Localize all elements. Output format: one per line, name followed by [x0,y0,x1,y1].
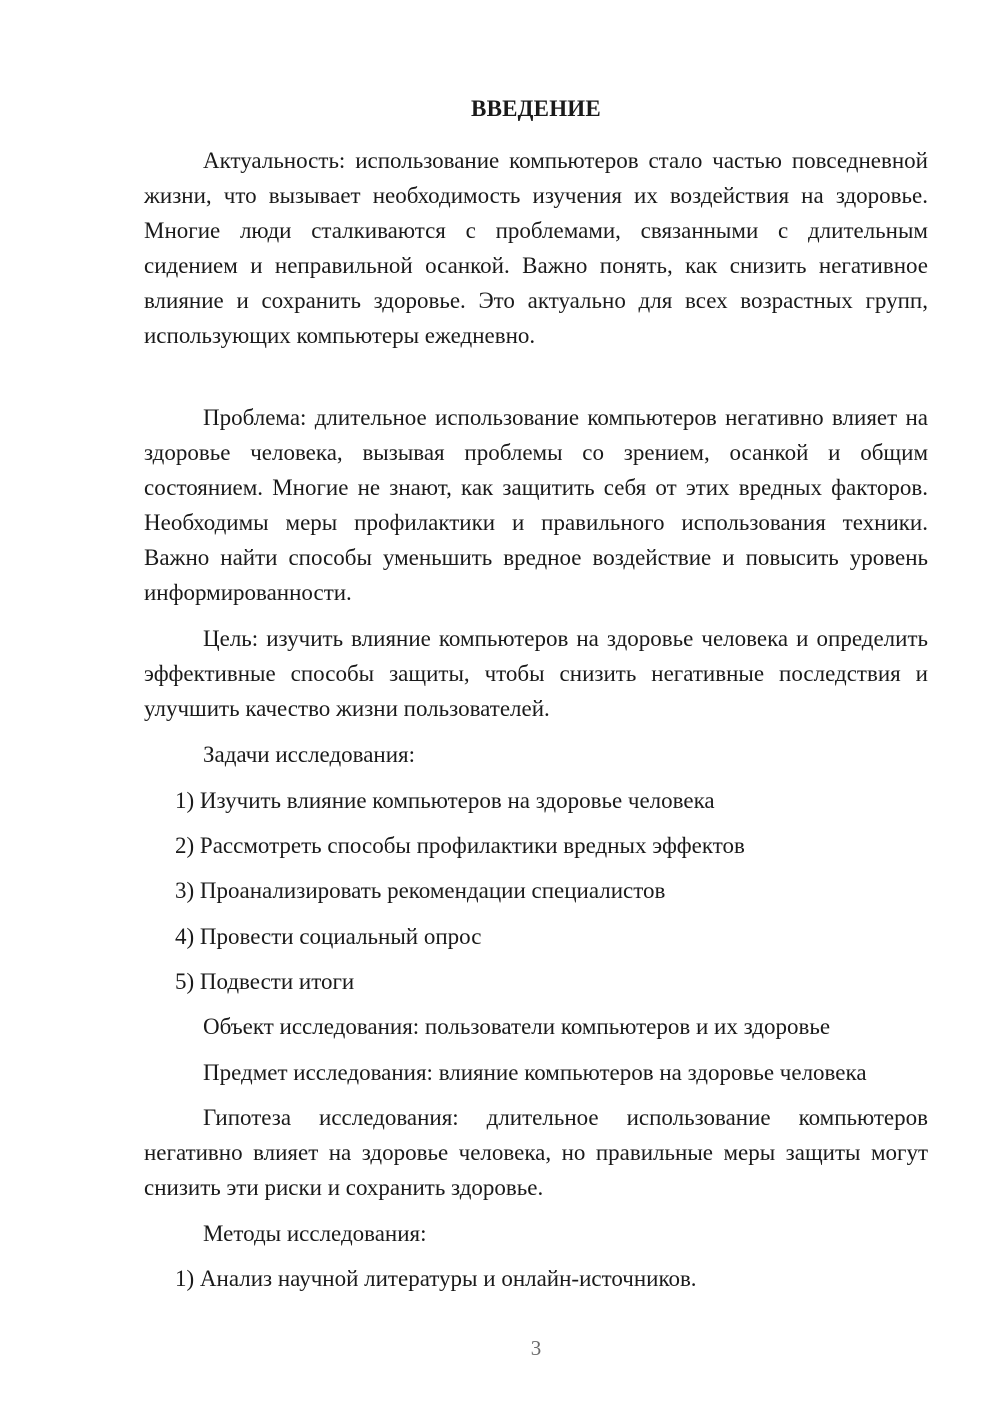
relevance-paragraph-block [144,143,928,353]
goal-paragraph-block [144,621,928,726]
page-title: ВВЕДЕНИЕ [471,96,601,121]
task-item-4-block [144,919,928,954]
research-object: Объект исследования: пользователи компьютеров и их здоровье [203,1014,831,1039]
task-item-5-block [144,964,928,999]
tasks-heading: Задачи исследования: [203,742,416,767]
subject-line-block [144,1055,928,1090]
problem-paragraph: Проблема: длительное использование компьютеров негативно влияет на здоровье человека, вызывая проблемы со зрением, осанкой и общим состоянием. Многие не знают, как защитить себя от этих вредных факторов. Необходимы меры профилактики и правильного использования техники. Важно найти способы уменьшить вредное воздействие и повысить уровень информированности. [144,405,928,605]
task-list-item: 2) Рассмотреть способы профилактики вредных эффектов [175,833,745,858]
object-line-block [144,1009,928,1044]
task-item-3-block [144,873,928,908]
task-list-item: 1) Изучить влияние компьютеров на здоровье человека [175,788,715,813]
goal-paragraph: Цель: изучить влияние компьютеров на здоровье человека и определить эффективные способы защиты, чтобы снизить негативные последствия и улучшить качество жизни пользователей. [144,626,928,721]
methods-heading-block [144,1216,928,1251]
methods-heading: Методы исследования: [203,1221,427,1246]
hypothesis-paragraph: Гипотеза исследования: длительное использование компьютеров негативно влияет на здоровье человека, но правильные меры защиты могут снизить эти риски и сохранить здоровье. [144,1105,928,1200]
method-list-item: 1) Анализ научной литературы и онлайн-источников. [175,1266,697,1291]
task-item-1-block [144,783,928,818]
page-number: 3 [530,1336,542,1360]
hypothesis-paragraph-block [144,1100,928,1205]
research-subject: Предмет исследования: влияние компьютеров на здоровье человека [203,1060,867,1085]
task-list-item: 3) Проанализировать рекомендации специалистов [175,878,666,903]
task-item-2-block [144,828,928,863]
tasks-heading-block [144,737,928,772]
task-list-item: 4) Провести социальный опрос [175,924,482,949]
method-item-1-block [144,1261,928,1296]
problem-paragraph-block [144,400,928,610]
task-list-item: 5) Подвести итоги [175,969,355,994]
relevance-paragraph: Актуальность: использование компьютеров стало частью повседневной жизни, что вызывает необходимость изучения их воздействия на здоровье. Многие люди сталкиваются с проблемами, связанными с длительным сидением и неправильной осанкой. Важно понять, как снизить негативное влияние и сохранить здоровье. Это актуально для всех возрастных групп, использующих компьютеры ежедневно. [144,148,928,348]
